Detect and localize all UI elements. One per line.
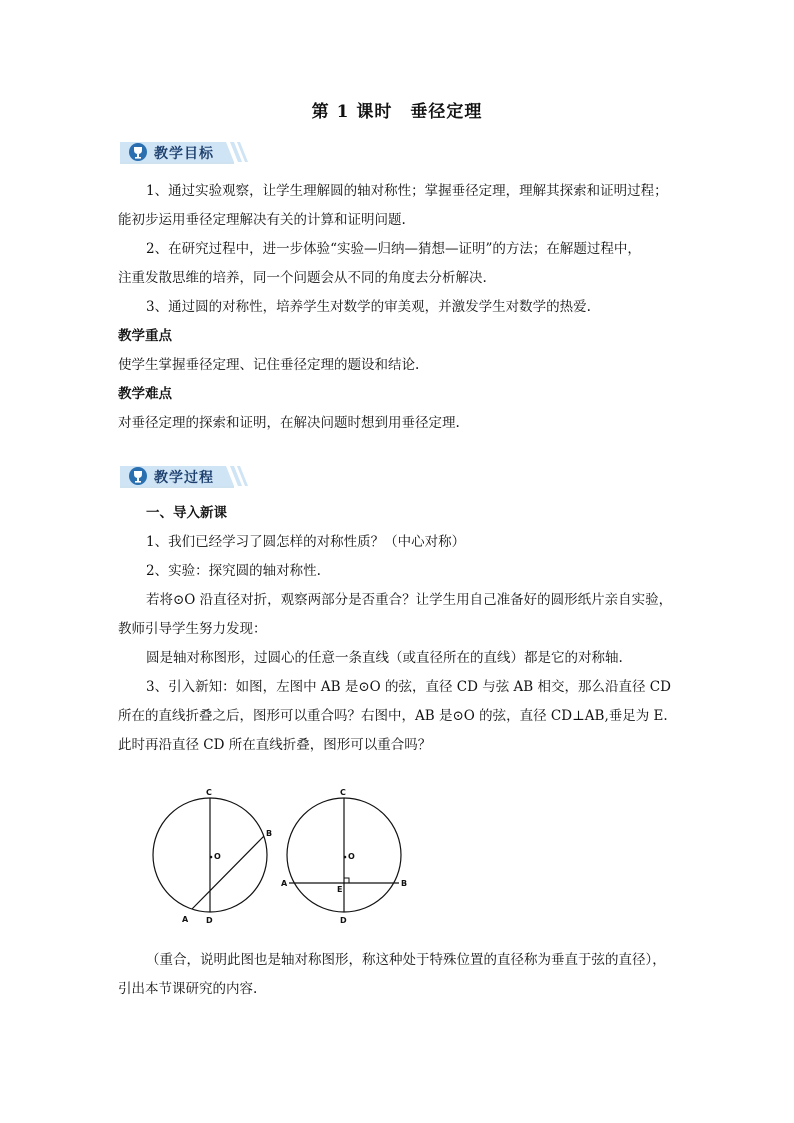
- right-label-b: B: [401, 879, 408, 888]
- process-p6-line-1: （重合，说明此图也是轴对称图形，称这种处于特殊位置的直径称为垂直于弦的直径），: [146, 952, 666, 968]
- circle-figures: [150, 785, 420, 935]
- difficulty-heading: 教学难点: [118, 386, 172, 402]
- process-p1: 1、我们已经学习了圆怎样的对称性质？（中心对称）: [146, 534, 466, 550]
- conclusion-block: [118, 946, 678, 1004]
- trophy-icon: [128, 142, 148, 162]
- goal-1-line-2: 能初步运用垂径定理解决有关的计算和证明问题.: [118, 212, 406, 228]
- left-label-b: B: [266, 829, 273, 838]
- process-p3-line-1: 若将⊙O 沿直径对折，观察两部分是否重合？让学生用自己准备好的圆形纸片亲自实验，: [146, 592, 673, 608]
- process-block: [118, 499, 678, 760]
- process-p2: 2、实验：探究圆的轴对称性.: [146, 563, 321, 579]
- process-p4: 圆是轴对称图形，过圆心的任意一条直线（或直径所在的直线）都是它的对称轴.: [146, 650, 623, 666]
- left-chord-ab: [192, 836, 264, 909]
- process-p5-line-1: 3、引入新知：如图，左图中 AB 是⊙O 的弦，直径 CD 与弦 AB 相交，那么沿直径 CD: [146, 679, 671, 695]
- process-p6-line-2: 引出本节课研究的内容.: [118, 981, 258, 997]
- right-label-o: O: [348, 852, 355, 861]
- right-label-a: A: [281, 879, 288, 888]
- left-circle-diagram: [153, 788, 272, 925]
- right-label-e: E: [337, 885, 343, 894]
- page-title: 第 1 课时 垂径定理: [311, 102, 483, 122]
- left-center-dot: [210, 856, 213, 859]
- goal-2-line-1: 2、在研究过程中，进一步体验“实验—归纳—猜想—证明”的方法；在解题过程中，: [146, 241, 641, 257]
- difficulty-text: 对垂径定理的探索和证明，在解决问题时想到用垂径定理.: [118, 415, 460, 431]
- left-label-a: A: [182, 915, 189, 924]
- section-banner-goals: [118, 140, 248, 164]
- section-label: 教学目标: [154, 146, 214, 162]
- goal-1-line-1: 1、通过实验观察，让学生理解圆的轴对称性；掌握垂径定理，理解其探索和证明过程；: [146, 183, 668, 199]
- process-heading-1: 一、导入新课: [146, 505, 227, 521]
- goal-2-line-2: 注重发散思维的培养，同一个问题会从不同的角度去分析解决.: [118, 270, 487, 286]
- left-label-o: O: [214, 852, 221, 861]
- goal-3: 3、通过圆的对称性，培养学生对数学的审美观，并激发学生对数学的热爱.: [146, 299, 591, 315]
- right-label-d: D: [340, 916, 347, 925]
- section-label: 教学过程: [154, 470, 214, 486]
- right-angle-mark: [344, 878, 349, 883]
- left-label-d: D: [206, 916, 213, 925]
- right-circle-diagram: [281, 788, 407, 925]
- left-label-c: C: [206, 788, 212, 797]
- goals-block: [118, 177, 678, 438]
- key-heading: 教学重点: [118, 328, 172, 344]
- process-p5-line-3: 此时再沿直径 CD 所在直线折叠，图形可以重合吗？: [118, 737, 432, 753]
- section-banner-process: [118, 464, 248, 488]
- trophy-icon: [128, 466, 148, 486]
- process-p5-line-2: 所在的直线折叠之后，图形可以重合吗？右图中，AB 是⊙O 的弦，直径 CD⊥AB,垂足为 E.: [118, 708, 668, 724]
- process-p3-line-2: 教师引导学生努力发现：: [118, 621, 267, 637]
- key-text: 使学生掌握垂径定理、记住垂径定理的题设和结论.: [118, 357, 420, 373]
- right-center-dot: [344, 856, 347, 859]
- right-label-c: C: [340, 788, 346, 797]
